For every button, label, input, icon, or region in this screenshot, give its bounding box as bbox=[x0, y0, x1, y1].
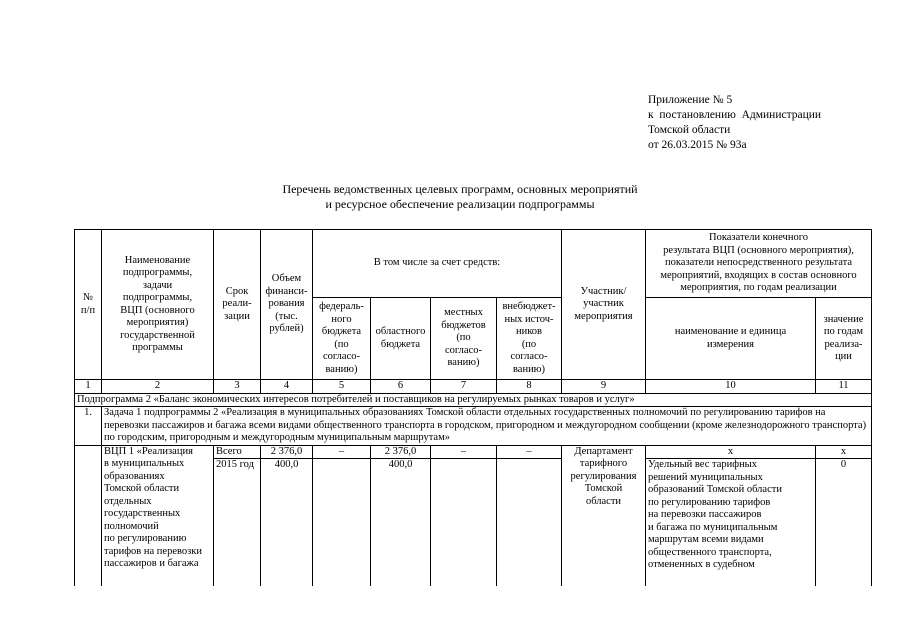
total-local: – bbox=[431, 445, 497, 459]
header-term: Срок реали- зации bbox=[214, 230, 261, 380]
year-local bbox=[431, 459, 497, 587]
vcp-indicator: Удельный вес тарифных решений муниципальных образований Томской области по регулированию тарифов на перевозки пассажиров и багажа по муниципальным маршрутам всеми видами общественного транспорта, отмененных в судебном bbox=[646, 459, 816, 587]
col-number: 7 bbox=[431, 380, 497, 394]
col-number: 11 bbox=[816, 380, 872, 394]
header-volume: Объем финанси- рования (тыс. рублей) bbox=[261, 230, 313, 380]
task-number: 1. bbox=[75, 407, 102, 446]
col-number: 9 bbox=[562, 380, 646, 394]
subprogram-row: Подпрограмма 2 «Баланс экономических интересов потребителей и поставщиков на регулируемых рынках товаров и услуг» bbox=[75, 393, 872, 407]
vcp-num bbox=[75, 445, 102, 587]
total-ind-name: х bbox=[646, 445, 816, 459]
header-extra: внебюджет- ных источ- ников (по согласо- ванию) bbox=[497, 298, 562, 380]
header-sources: В том числе за счет средств: bbox=[313, 230, 562, 298]
title-line: Перечень ведомственных целевых программ, основных мероприятий bbox=[282, 182, 638, 196]
title-line: и ресурсное обеспечение реализации подпрограммы bbox=[325, 197, 595, 211]
program-table bbox=[74, 229, 872, 587]
total-volume: 2 376,0 bbox=[261, 445, 313, 459]
vcp-name: ВЦП 1 «Реализация в муниципальных образованиях Томской области отдельных государственных полномочий по регулированию тарифов на перевозки пассажиров и багажа bbox=[102, 445, 214, 587]
total-ind-value: х bbox=[816, 445, 872, 459]
appendix-line: к постановлению Администрации bbox=[648, 109, 822, 121]
year-regional: 400,0 bbox=[371, 459, 431, 587]
col-number: 8 bbox=[497, 380, 562, 394]
col-number: 6 bbox=[371, 380, 431, 394]
header-regional: областного бюджета bbox=[371, 298, 431, 380]
appendix-line: Приложение № 5 bbox=[648, 94, 733, 106]
appendix-line: Томской области bbox=[648, 124, 731, 136]
total-regional: 2 376,0 bbox=[371, 445, 431, 459]
vcp-participant: Департамент тарифного регулирования Томской области bbox=[562, 445, 646, 587]
year-volume: 400,0 bbox=[261, 459, 313, 587]
total-federal: – bbox=[313, 445, 371, 459]
col-number: 3 bbox=[214, 380, 261, 394]
header-indicators: Показатели конечного результата ВЦП (основного мероприятия), показатели непосредственного результата мероприятий, входящих в состав основного мероприятия, по годам реализации bbox=[646, 230, 872, 298]
header-participant: Участник/ участник мероприятия bbox=[562, 230, 646, 380]
header-federal: федераль- ного бюджета (по согласо- ванию) bbox=[313, 298, 371, 380]
document-title bbox=[160, 182, 760, 212]
total-term: Всего bbox=[214, 445, 261, 459]
task-description: Задача 1 подпрограммы 2 «Реализация в муниципальных образованиях Томской области отдельных государственных полномочий по регулированию тарифов на перевозки пассажиров и багажа всеми видами общественного транспорта в городском, пригородном и междугородном сообщении (кроме железнодорожного транспорта) по городским, пригородным и междугородным муниципальным маршрутам» bbox=[102, 407, 872, 446]
col-number: 5 bbox=[313, 380, 371, 394]
page-bottom-margin bbox=[0, 586, 905, 640]
col-number: 4 bbox=[261, 380, 313, 394]
year-ind-value: 0 bbox=[816, 459, 872, 587]
header-name: Наименование подпрограммы, задачи подпрограммы, ВЦП (основного мероприятия) государственной программы bbox=[102, 230, 214, 380]
col-number: 1 bbox=[75, 380, 102, 394]
col-number: 10 bbox=[646, 380, 816, 394]
header-num: № п/п bbox=[75, 230, 102, 380]
year-term: 2015 год bbox=[214, 459, 261, 587]
column-number-row bbox=[75, 380, 872, 394]
col-number: 2 bbox=[102, 380, 214, 394]
year-federal bbox=[313, 459, 371, 587]
header-ind-value: значение по годам реализа- ции bbox=[816, 298, 872, 380]
year-extra bbox=[497, 459, 562, 587]
header-ind-name: наименование и единица измерения bbox=[646, 298, 816, 380]
total-extra: – bbox=[497, 445, 562, 459]
appendix-block bbox=[648, 93, 821, 153]
header-local: местных бюджетов (по согласо- ванию) bbox=[431, 298, 497, 380]
appendix-line: от 26.03.2015 № 93а bbox=[648, 139, 747, 151]
